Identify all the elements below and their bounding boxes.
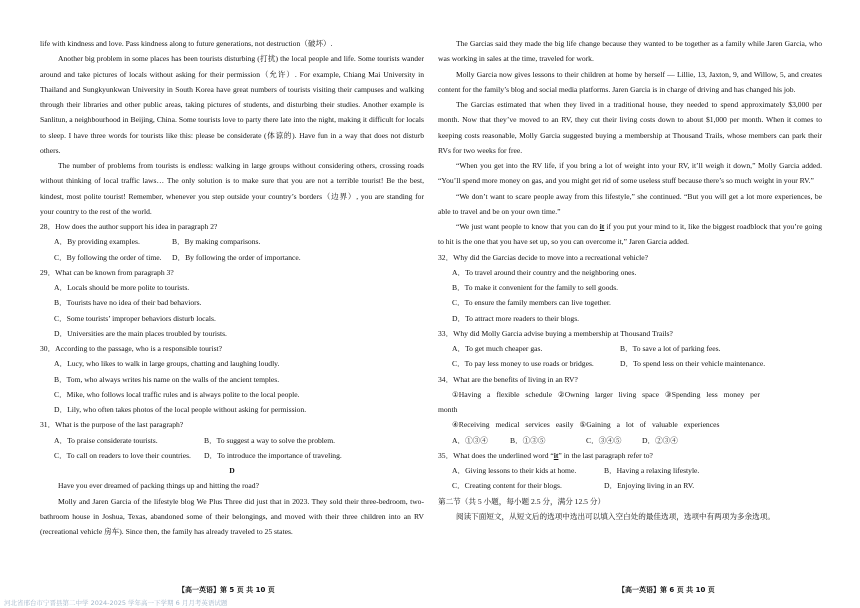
text: ” in the last paragraph refer to? (558, 450, 653, 460)
option-d: D．Lily, who often takes photos of the local people without asking for permission. (54, 405, 307, 414)
option-d: D．Enjoying living in an RV. (604, 481, 695, 491)
question-33: 33．Why did Molly Garcia advise buying a membership at Thousand Trails? (438, 328, 673, 338)
option-a: A．Giving lessons to their kids at home. (452, 466, 577, 475)
option-d: D．Universities are the main places troubled by tourists. (54, 328, 227, 338)
paragraph: The Garcias estimated that when they lived in a traditional house, they needed to spend approximately $3,000 per month. Now that they’ve moved to an RV, they cut their living costs down to about $1,000 per month. When it comes to keeping costs reasonable, Molly Garcia suggested buying a membership at Thousand Trails, whose members can park their RVs for two weeks for free. (438, 100, 822, 155)
options-35 (438, 463, 822, 478)
option-d: D．By following the order of importance. (172, 252, 301, 262)
option-c: C．To ensure the family members can live together. (452, 298, 611, 308)
paragraph: The number of problems from tourists is endless: walking in large groups without considering others, crossing roads without thinking of local traffic laws… The only solution is to make sure that you are not a terrible tourist! Be the best, kindest, most polite tourist! Remember, whenever you step outside your country’s borders（边界）, you are standing for your country to the rest of the world. (40, 161, 424, 216)
question-31: 31．What is the purpose of the last paragraph? (40, 420, 184, 430)
underlined-word: it (553, 450, 559, 460)
section-2-heading: 第二节（共 5 小题，每小题 2.5 分，满分 12.5 分） (438, 496, 606, 506)
paragraph: “When you get into the RV life, if you bring a lot of weight into your RV, it’ll weigh it down,” Molly Garcia added. “You’ll spend more money on gas, and you might get rid of some useless stuff because there’s so much weight in your RV.” (438, 161, 822, 186)
option-d: D．To spend less on their vehicle maintenance. (620, 359, 766, 369)
options-34 (438, 433, 822, 448)
option-c: C．To call on readers to love their countries. (54, 450, 191, 460)
question-28: 28．How does the author support his idea in paragraph 2? (40, 222, 218, 231)
text: 35．What does the underlined word “ (438, 450, 554, 460)
option-b: B．By making comparisons. (172, 237, 261, 247)
paragraph-last (438, 219, 822, 250)
option-d: D．②③④ (642, 435, 678, 445)
option-a: A．To praise considerate tourists. (54, 435, 158, 445)
page-footer-right: 【高一英语】第 6 页 共 10 页 (618, 586, 715, 594)
option-b: B．To suggest a way to solve the problem. (204, 435, 336, 445)
option-a: A．Locals should be more polite to tourists. (54, 283, 190, 292)
paragraph: “We don’t want to scare people away from this lifestyle,” she continued. “But you will get a lot more experiences, be able to travel and be on your own time.” (438, 191, 822, 216)
question-35 (438, 448, 822, 463)
statement-line: month (438, 405, 458, 414)
option-c: C．③④⑤ (586, 435, 622, 445)
options-31 (40, 433, 424, 448)
options-35-cd (438, 478, 822, 493)
option-b: B．①③⑤ (510, 435, 546, 445)
option-d: D．To attract more readers to their blogs. (452, 313, 580, 323)
option-c: C．Some tourists’ improper behaviors disturb locals. (54, 313, 216, 323)
question-30: 30．According to the passage, who is a responsible tourist? (40, 344, 223, 353)
section-d-heading: D (229, 466, 235, 475)
option-a: A．①③④ (452, 435, 488, 445)
options-31-cd (40, 448, 424, 463)
option-b: B．To make it convenient for the family to sell goods. (452, 283, 619, 292)
text: “We just want people to know that you can do (456, 222, 600, 231)
option-a: A．To get much cheaper gas. (452, 344, 543, 353)
options-28 (40, 234, 424, 249)
option-a: A．To travel around their country and the neighboring ones. (452, 267, 637, 277)
paragraph: Have you ever dreamed of packing things up and hitting the road? (58, 481, 259, 491)
option-c: C．By following the order of time. (54, 252, 162, 262)
section-2-instructions: 阅读下面短文，从短文后的选项中选出可以填入空白处的最佳选项，选项中有两项为多余选项。 (456, 511, 775, 521)
text: if you put your mind to it, like the biggest roadblock that you’re going to hit is the one that you have set up, so you can overcome it,” Jaren Garcia added. (438, 222, 822, 247)
options-33 (438, 341, 822, 356)
option-b: B．Tom, who always writes his name on the walls of the ancient temples. (54, 374, 280, 384)
statement-line: ④Receiving medical services easily ⑤Gaining a lot of valuable experiences (452, 420, 720, 430)
question-29: 29．What can be known from paragraph 3? (40, 267, 174, 277)
watermark-text: 河北省邢台市宁晋县第二中学 2024-2025 学年高一下学期 6 月月考英语试题 (4, 599, 228, 607)
option-b: B．Tourists have no idea of their bad behaviors. (54, 298, 202, 308)
option-b: B．To save a lot of parking fees. (620, 344, 721, 353)
question-32: 32．Why did the Garcias decide to move into a recreational vehicle? (438, 252, 649, 262)
option-c: C．Mike, who follows local traffic rules and is always polite to the local people. (54, 389, 300, 399)
option-c: C．Creating content for their blogs. (452, 481, 562, 491)
paragraph: Molly Garcia now gives lessons to their children at home by herself — Lillie, 13, Jaxton, 9, and Willow, 5, and creates content for the family’s blog and social media platforms. Jaren Garcia is in charge of driving and has changed his job. (438, 69, 822, 94)
right-column (438, 36, 822, 524)
statement-line: ①Having a flexible schedule ②Owning larger living space ③Spending less money per (452, 389, 760, 399)
question-34: 34．What are the benefits of living in an RV? (438, 374, 578, 384)
option-b: B．Having a relaxing lifestyle. (604, 466, 700, 475)
paragraph: Molly and Jaren Garcia of the lifestyle blog We Plus Three did just that in 2023. They sold their three-bedroom, two-bathroom house in Joshua, Texas, abandoned some of their belongings, and moved with their three children into an RV (recreational vehicle 房车). Since then, the family has already traveled to 25 states. (40, 496, 424, 536)
paragraph: life with kindness and love. Pass kindness along to future generations, not destruction（破坏）. (40, 39, 333, 48)
option-a: A．Lucy, who likes to walk in large groups, chatting and laughing loudly. (54, 359, 280, 369)
page-footer-left: 【高一英语】第 5 页 共 10 页 (178, 586, 275, 594)
options-28-cd (40, 250, 424, 265)
option-d: D．To introduce the importance of traveling. (204, 450, 342, 460)
left-column (40, 36, 424, 539)
paragraph: Another big problem in some places has been tourists disturbing (打扰) the local people and life. Some tourists wander around and take pictures of locals without asking for their permission（允许）. For example, Chiang Mai University in Thailand and Sungkyunkwan University in South Korea have great numbers of tourists visiting their campuses and walking through their libraries and other public areas, taking pictures of students, and disturbing their studies. Another example is Sanlitun, a neighbourhood in Beijing, China. Some tourists love to party there late into the night, making it difficult for locals to sleep. I have three words for tourists like this: please be considerate (体谅的). Have fun in a way that does not disturb others. (40, 54, 424, 155)
paragraph: The Garcias said they made the big life change because they wanted to be together as a family while Jaren Garcia, who was working in sales at the time, traveled for work. (438, 39, 822, 64)
option-c: C．To pay less money to use roads or bridges. (452, 359, 594, 369)
underlined-word: it (599, 222, 605, 231)
options-33-cd (438, 356, 822, 371)
option-a: A．By providing examples. (54, 237, 140, 247)
